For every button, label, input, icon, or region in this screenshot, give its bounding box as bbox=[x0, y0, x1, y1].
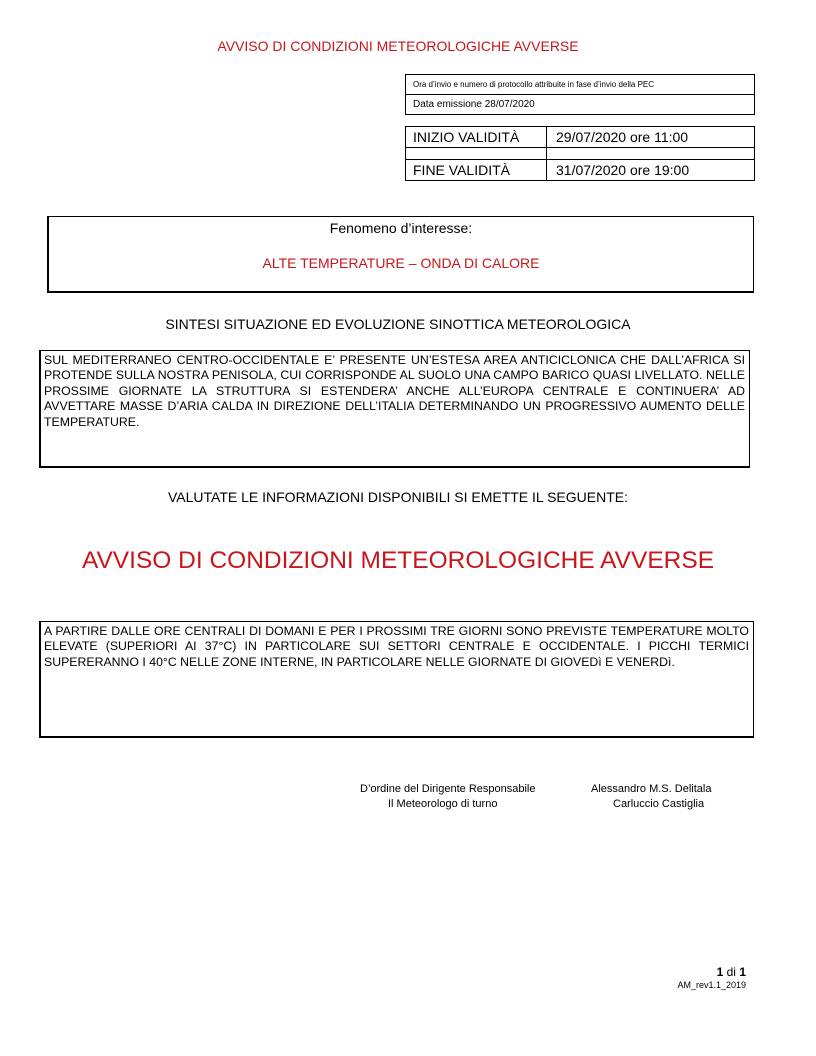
validity-end-row bbox=[406, 160, 754, 180]
signature-role: D’ordine del Dirigente Responsabile bbox=[360, 783, 536, 795]
page-title: AVVISO DI CONDIZIONI METEOROLOGICHE AVVERSE bbox=[217, 38, 579, 54]
validity-end-value: 31/07/2020 ore 19:00 bbox=[556, 162, 690, 178]
synthesis-title: SINTESI SITUAZIONE ED EVOLUZIONE SINOTTICA METEOROLOGICA bbox=[165, 316, 631, 332]
signature-meteorologist-role: Il Meteorologo di turno bbox=[388, 798, 498, 810]
protocol-note: Ora d’invio e numero di protocollo attribuite in fase d’invio della PEC bbox=[406, 75, 754, 95]
validity-start-row bbox=[406, 127, 754, 147]
notice-text: A PARTIRE DALLE ORE CENTRALI DI DOMANI E PER I PROSSIMI TRE GIORNI SONO PREVISTE TEMPERATURE MOLTO ELEVATE (SUPERIORI AI 37°C) IN PARTICOLARE SUI SETTORI CENTRALE E OCCIDENTALE. I PICCHI TERMICI SUPERERANNO I 40°C NELLE ZONE INTERNE, IN PARTICOLARE NELLE GIORNATE DI GIOVEDì E VENERDì. bbox=[44, 624, 749, 669]
validity-start-label: INIZIO VALIDITÀ bbox=[413, 129, 520, 145]
emission-date: Data emissione 28/07/2020 bbox=[413, 99, 535, 110]
page-of: di bbox=[726, 965, 736, 979]
page-total: 1 bbox=[739, 965, 746, 979]
synthesis-text: SUL MEDITERRANEO CENTRO-OCCIDENTALE E’ PRESENTE UN’ESTESA AREA ANTICICLONICA CHE DALL’AFRICA SI PROTENDE SULLA NOSTRA PENISOLA, CUI CORRISPONDE AL SUOLO UNA CAMPO BARICO QUASI LIVELLATO. NELLE PROSSIME GIORNATE LA STRUTTURA SI ESTENDERA’ ANCHE ALL’EUROPA CENTRALE E CONTINUERA’ AD AVVETTARE MASSE D’ARIA CALDA IN DIREZIONE DELL’ITALIA DETERMINANDO UN PROGRESSIVO AUMENTO DELLE TEMPERATURE. bbox=[44, 353, 745, 429]
synthesis-box bbox=[39, 350, 750, 468]
validity-divider bbox=[546, 127, 547, 180]
signature-manager-name: Alessandro M.S. Delitala bbox=[591, 783, 712, 795]
revision-code: AM_rev1.1_2019 bbox=[677, 980, 746, 990]
phenomenon-label: Fenomeno d’interesse: bbox=[329, 220, 473, 236]
page-number bbox=[600, 965, 746, 979]
phenomenon-box bbox=[47, 216, 754, 293]
protocol-box bbox=[405, 74, 755, 115]
validity-separator bbox=[406, 147, 754, 160]
signature-meteorologist-name: Carluccio Castiglia bbox=[613, 798, 705, 810]
evaluation-statement: VALUTATE LE INFORMAZIONI DISPONIBILI SI EMETTE IL SEGUENTE: bbox=[167, 489, 628, 505]
phenomenon-value: ALTE TEMPERATURE – ONDA DI CALORE bbox=[262, 255, 540, 271]
validity-table bbox=[405, 126, 755, 181]
notice-box bbox=[39, 621, 754, 738]
notice-title: AVVISO DI CONDIZIONI METEOROLOGICHE AVVERSE bbox=[81, 547, 715, 574]
validity-start-value: 29/07/2020 ore 11:00 bbox=[556, 129, 689, 145]
page-current: 1 bbox=[716, 965, 724, 979]
validity-end-label: FINE VALIDITÀ bbox=[413, 162, 510, 178]
